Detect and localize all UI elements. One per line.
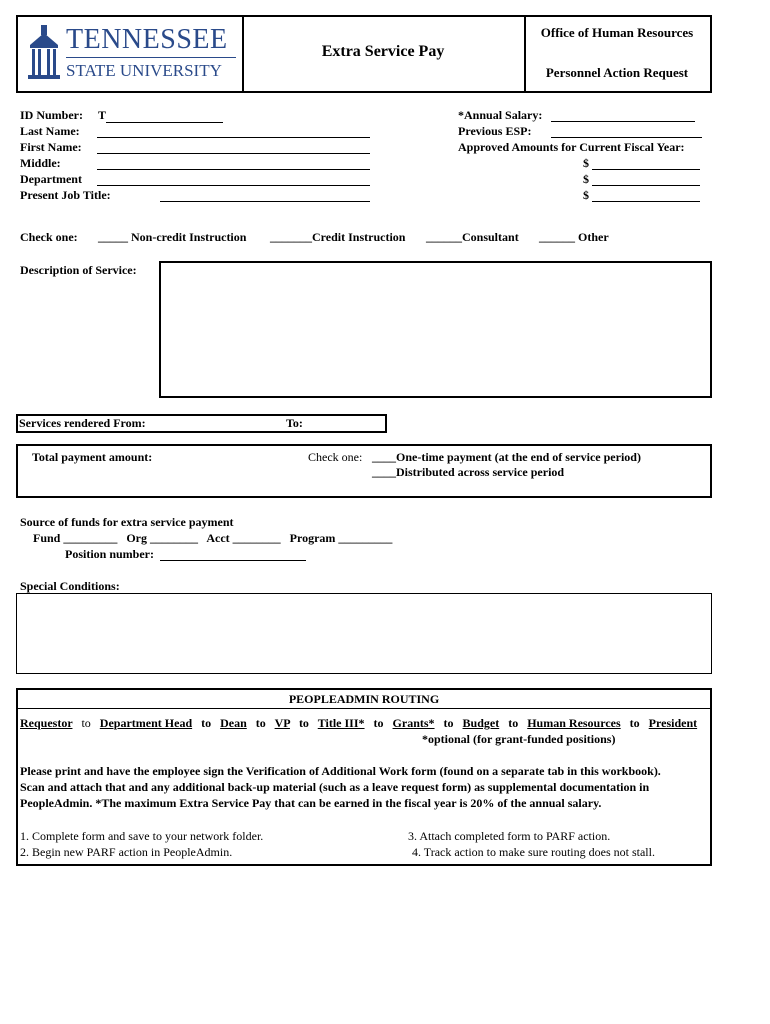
payment-box xyxy=(16,444,712,498)
middle-label: Middle: xyxy=(20,156,61,170)
middle-field[interactable] xyxy=(97,169,370,170)
approved-amount-field-2[interactable] xyxy=(592,185,700,186)
step-1: 1. Complete form and save to your network folder. xyxy=(20,829,264,843)
step-4: 4. Track action to make sure routing does not stall. xyxy=(412,845,655,859)
form-title: Extra Service Pay xyxy=(321,43,445,60)
option-one-time-payment[interactable]: ____One-time payment (at the end of service period) xyxy=(372,450,641,464)
description-label: Description of Service: xyxy=(20,263,137,277)
job-title-label: Present Job Title: xyxy=(20,188,111,202)
funds-title: Source of funds for extra service payment xyxy=(20,515,234,529)
instructions-line-1: Please print and have the employee sign the Verification of Additional Work form (found on a separate tab in this workbook). xyxy=(20,764,661,778)
job-title-field[interactable] xyxy=(160,201,370,202)
last-name-label: Last Name: xyxy=(20,124,80,138)
routing-divider xyxy=(18,708,710,709)
routing-title: PEOPLEADMIN ROUTING xyxy=(288,692,440,706)
special-conditions-textarea[interactable] xyxy=(16,593,712,674)
title-cell xyxy=(242,17,526,91)
option-other[interactable]: ______ Other xyxy=(539,230,609,244)
logo-rule xyxy=(66,57,236,58)
funds-row[interactable]: Fund _________ Org ________ Acct ________ Program _________ xyxy=(33,531,393,545)
instructions-line-3: PeopleAdmin. *The maximum Extra Service Pay that can be earned in the fiscal year is 20% of the annual salary. xyxy=(20,796,602,810)
services-rendered-box xyxy=(16,414,387,433)
routing-steps xyxy=(20,716,697,731)
department-field[interactable] xyxy=(97,185,370,186)
id-number-label: ID Number: xyxy=(20,108,83,122)
step-vp: VP xyxy=(274,716,290,730)
first-name-field[interactable] xyxy=(97,153,370,154)
check-one-label: Check one: xyxy=(20,230,78,244)
logo-line-1: TENNESSEE xyxy=(66,24,228,55)
step-human-resources: Human Resources xyxy=(527,716,621,730)
option-non-credit[interactable]: _____ Non-credit Instruction xyxy=(98,230,247,244)
previous-esp-field[interactable] xyxy=(551,137,702,138)
step-3: 3. Attach completed form to PARF action. xyxy=(408,829,611,843)
logo-cell xyxy=(18,17,244,91)
step-requestor: Requestor xyxy=(20,716,73,730)
office-cell xyxy=(524,17,710,91)
step-2: 2. Begin new PARF action in PeopleAdmin. xyxy=(20,845,233,859)
previous-esp-label: Previous ESP: xyxy=(458,124,532,138)
option-credit[interactable]: _______Credit Instruction xyxy=(270,230,406,244)
special-conditions-label: Special Conditions: xyxy=(20,579,120,593)
logo-line-2: STATE UNIVERSITY xyxy=(66,61,222,80)
position-number-label: Position number: xyxy=(65,547,155,561)
step-department-head: Department Head xyxy=(99,716,193,730)
description-textarea[interactable] xyxy=(159,261,712,398)
step-connector: to xyxy=(292,716,315,730)
dollar-sign: $ xyxy=(583,188,589,202)
id-number-prefix: T xyxy=(98,108,107,122)
office-name: Office of Human Resources xyxy=(540,25,694,40)
annual-salary-label: *Annual Salary: xyxy=(458,108,543,122)
step-connector: to xyxy=(195,716,218,730)
step-connector: to xyxy=(367,716,390,730)
university-building-icon xyxy=(26,23,62,83)
dollar-sign: $ xyxy=(583,172,589,186)
step-budget: Budget xyxy=(462,716,500,730)
services-from-label: Services rendered From: xyxy=(19,416,146,430)
form-header xyxy=(16,15,712,93)
optional-note: *optional (for grant-funded positions) xyxy=(422,732,616,746)
option-consultant[interactable]: ______Consultant xyxy=(426,230,519,244)
instructions-line-2: Scan and attach that and any additional back-up material (such as a leave request form) as supplemental documentation in xyxy=(20,780,650,794)
total-payment-label: Total payment amount: xyxy=(32,450,153,464)
dollar-sign: $ xyxy=(583,156,589,170)
step-president: President xyxy=(648,716,698,730)
step-connector: to xyxy=(437,716,460,730)
option-distributed-payment[interactable]: ____Distributed across service period xyxy=(372,465,565,479)
step-title-iii: Title III* xyxy=(317,716,365,730)
step-connector: to xyxy=(75,716,97,730)
step-dean: Dean xyxy=(220,716,247,730)
position-number-field[interactable] xyxy=(160,560,306,561)
step-grants: Grants* xyxy=(392,716,435,730)
approved-amount-field-1[interactable] xyxy=(592,169,700,170)
routing-box xyxy=(16,688,712,866)
services-to-label: To: xyxy=(286,416,303,430)
step-connector: to xyxy=(623,716,646,730)
form-subtitle: Personnel Action Request xyxy=(545,65,689,80)
first-name-label: First Name: xyxy=(20,140,82,154)
last-name-field[interactable] xyxy=(97,137,370,138)
step-connector: to xyxy=(502,716,525,730)
annual-salary-field[interactable] xyxy=(551,121,695,122)
step-connector: to xyxy=(249,716,272,730)
approved-amounts-label: Approved Amounts for Current Fiscal Year: xyxy=(458,140,685,154)
payment-check-label: Check one: xyxy=(308,450,363,464)
department-label: Department xyxy=(20,172,82,186)
approved-amount-field-3[interactable] xyxy=(592,201,700,202)
id-number-field[interactable] xyxy=(106,122,223,123)
